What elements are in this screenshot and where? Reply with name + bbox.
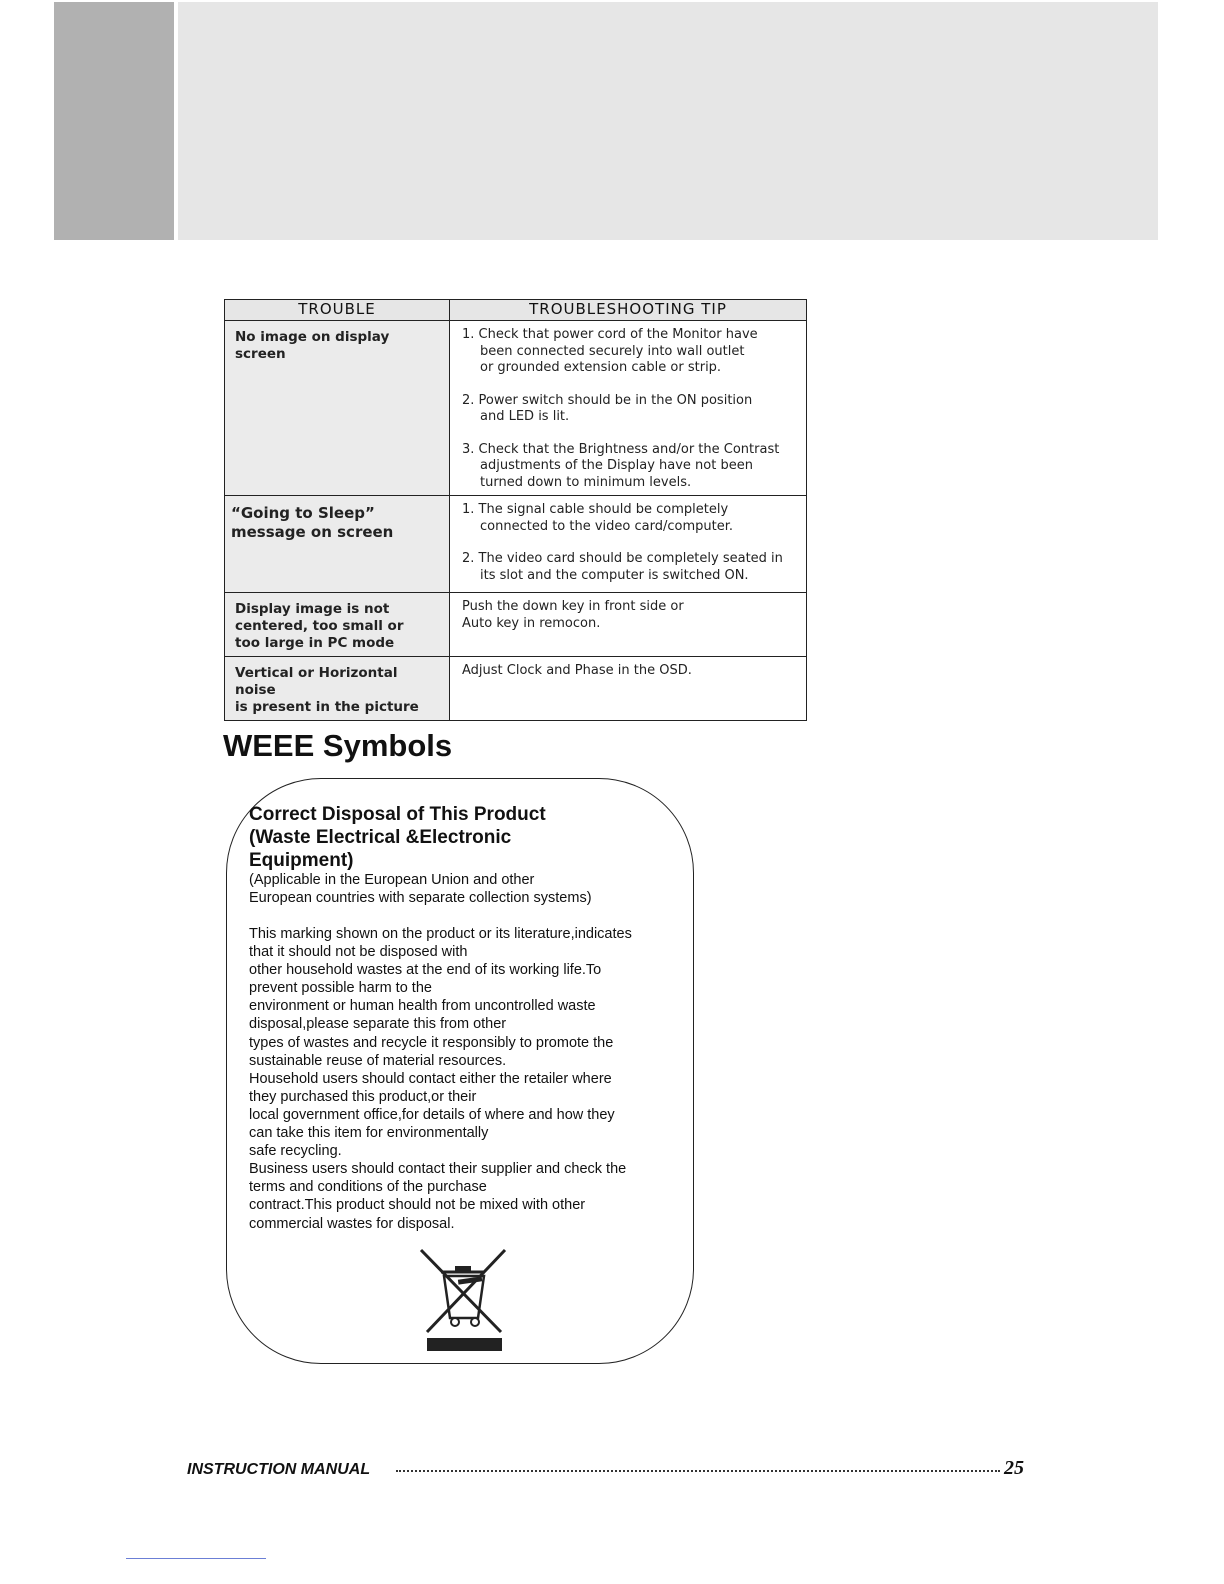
- tip-item: 3. Check that the Brightness and/or the Contrast adjustments of the Display have not been turned down to minimum levels.: [462, 441, 780, 490]
- table-header-row: [225, 300, 807, 321]
- tip-cell: [450, 657, 807, 721]
- troubleshooting-table: [224, 299, 807, 721]
- trouble-text: Vertical or Horizontal noise is present in the picture: [235, 665, 419, 715]
- trouble-text: No image on display screen: [235, 329, 390, 362]
- footer-title: INSTRUCTION MANUAL: [187, 1461, 371, 1478]
- weee-subtitle: (Applicable in the European Union and other European countries with separate collection systems): [249, 872, 592, 906]
- table-row: [225, 657, 807, 721]
- tip-cell: [450, 496, 807, 593]
- trouble-cell: [225, 593, 450, 657]
- header-trouble: TROUBLE: [225, 300, 450, 321]
- tip-item: 2. The video card should be completely seated in its slot and the computer is switched ON.: [462, 551, 783, 583]
- trouble-text: Display image is not centered, too small or too large in PC mode: [235, 601, 404, 651]
- trouble-cell: [225, 496, 450, 593]
- header-dark-block: [54, 2, 174, 240]
- tip-text: Push the down key in front side or Auto key in remocon.: [462, 599, 684, 631]
- bottom-divider: [126, 1558, 266, 1559]
- tip-cell: [450, 321, 807, 496]
- tip-item: 1. The signal cable should be completely connected to the video card/computer.: [462, 502, 733, 534]
- weee-body-text: This marking shown on the product or its literature,indicates that it should not be disposed with other household wastes at the end of its working life.To prevent possible harm to the environment or human health from uncontrolled waste disposal,please separate this from other types of wastes and recycle it responsibly to promote the sustainable reuse of material resources. Household users should contact either the retailer where they purchased this product,or their local government office,for details of where and how they can take this item for environmentally safe recycling. Business users should contact their supplier and check the terms and conditions of the purchase contract.This product should not be mixed with other commercial wastes for disposal.: [249, 926, 632, 1232]
- header-troubleshooting-tip: TROUBLESHOOTING TIP: [450, 300, 807, 321]
- crossed-out-wheelie-bin-icon: [415, 1246, 511, 1352]
- table-row: [225, 321, 807, 496]
- trouble-cell: [225, 321, 450, 496]
- trouble-text: “Going to Sleep” message on screen: [231, 504, 394, 541]
- footer-dotted-leader: [396, 1470, 1000, 1472]
- trouble-cell: [225, 657, 450, 721]
- table-row: [225, 496, 807, 593]
- tip-item: 1. Check that power cord of the Monitor have been connected securely into wall outlet or grounded extension cable or strip.: [462, 327, 758, 375]
- tip-item: 2. Power switch should be in the ON position and LED is lit.: [462, 392, 753, 424]
- weee-heading: WEEE Symbols: [223, 728, 453, 763]
- page-number: 25: [1004, 1457, 1024, 1479]
- weee-title: Correct Disposal of This Product (Waste Electrical &Electronic Equipment): [249, 804, 546, 871]
- tip-cell: [450, 593, 807, 657]
- table-row: [225, 593, 807, 657]
- header-light-block: [178, 2, 1158, 240]
- tip-text: Adjust Clock and Phase in the OSD.: [462, 663, 692, 678]
